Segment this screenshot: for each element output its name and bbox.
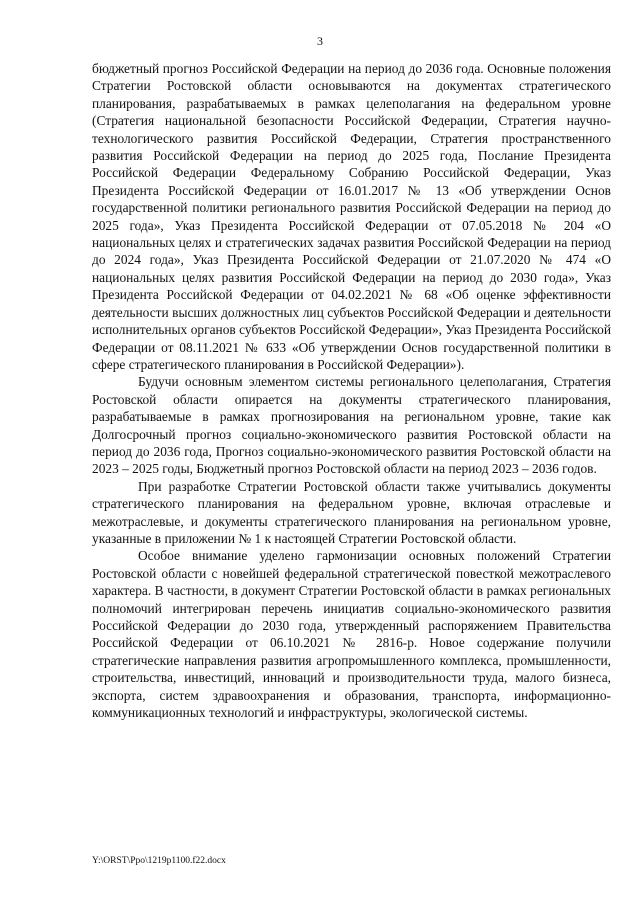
page-number: 3 [317, 34, 323, 48]
paragraph-strategy-development: При разработке Стратегии Ростовской области также учитывались документы стратегического планирования на федеральном уровне, включая отраслевые и межотраслевые, и документы стратегического планирования на региональном уровне, указанные в приложении № 1 к настоящей Стратегии Ростовской области. [92, 478, 611, 546]
paragraph-continuation: бюджетный прогноз Российской Федерации на период до 2036 года. Основные положения Стратегии Ростовской области основываются на документах стратегического планирования, разрабатываемых в рамках целеполагания на федеральном уровне (Стратегия национальной безопасности Российской Федерации, Стратегия научно-технологического развития Российской Федерации, Стратегия пространственного развития Российской Федерации на период до 2025 года, Послание Президента Российской Федерации Федеральному Собранию Российской Федерации, Указ Президента Российской Федерации от 16.01.2017 № 13 «Об утверждении Основ государственной политики регионального развития Российской Федерации на период до 2025 года», Указ Президента Российской Федерации от 07.05.2018 № 204 «О национальных целях и стратегических задачах развития Российской Федерации на период до 2024 года», Указ Президента Российской Федерации от 21.07.2020 № 474 «О национальных целях развития Российской Федерации на период до 2030 года», Указ Президента Российской Федерации от 04.02.2021 № 68 «Об оценке эффективности деятельности высших должностных лиц субъектов Российской Федерации и деятельности исполнительных органов субъектов Российской Федерации», Указ Президента Российской Федерации от 08.11.2021 № 633 «Об утверждении Основ государственной политики в сфере стратегического планирования в Российской Федерации»). [92, 61, 611, 372]
file-path-footer: Y:\ORST\Ppo\1219p1100.f22.docx [92, 856, 226, 866]
document-body [92, 60, 611, 721]
paragraph-harmonization: Особое внимание уделено гармонизации основных положений Стратегии Ростовской области с новейшей федеральной стратегической повесткой межотраслевого характера. В частности, в документ Стратегии Ростовской области в рамках региональных полномочий интегрирован перечень инициатив социально-экономического развития Российской Федерации до 2030 года, утвержденный распоряжением Правительства Российской Федерации от 06.10.2021 № 2816-р. Новое содержание получили стратегические направления развития агропромышленного комплекса, промышленности, строительства, инвестиций, инноваций и производительности труда, малого бизнеса, экспорта, систем здравоохранения и образования, транспорта, информационно-коммуникационных технологий и инфраструктуры, экологической системы. [92, 548, 611, 721]
paragraph-regional-goal-setting: Будучи основным элементом системы регионального целеполагания, Стратегия Ростовской области опирается на документы стратегического планирования, разрабатываемые в рамках прогнозирования на региональном уровне, такие как Долгосрочный прогноз социально-экономического развития Ростовской области на период до 2036 года, Прогноз социально-экономического развития Ростовской области на 2023 – 2025 годы, Бюджетный прогноз Ростовской области на период 2023 – 2036 годов. [92, 374, 611, 477]
